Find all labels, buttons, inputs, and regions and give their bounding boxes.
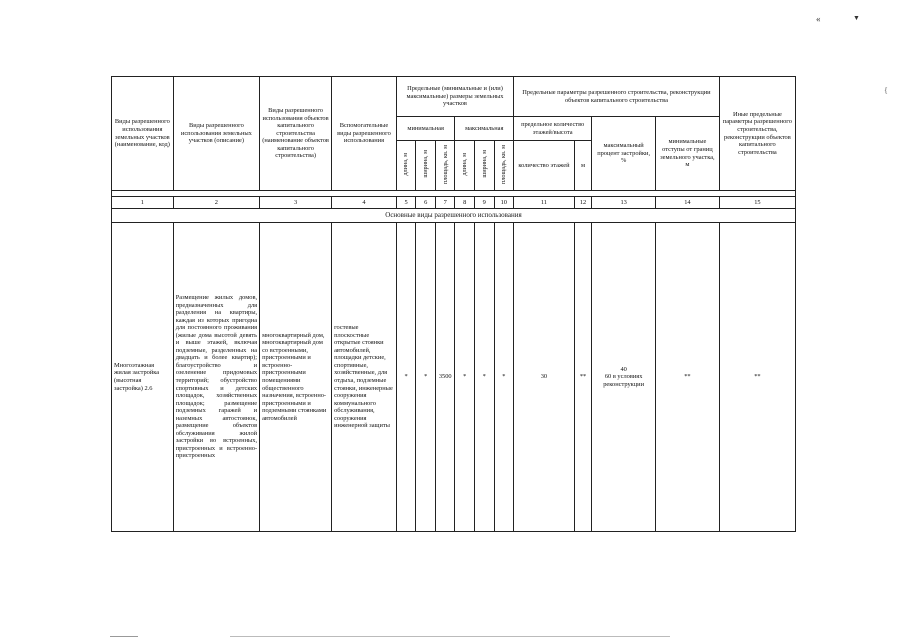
header-max-length: длина, м: [455, 141, 475, 191]
column-number: 5: [396, 197, 416, 209]
header-land-use-name: Виды разрешенного использования земельных участков (наименование, код): [112, 77, 174, 191]
column-number: 11: [514, 197, 575, 209]
header-maximum: максимальная: [455, 117, 514, 141]
cell-land-use-description: Размещение жилых домов, предназначенных для разделения на квартиры, каждая из которых пригодна для постоянного проживания (жилые дома высотой девять и выше этажей, включая подземные, разделенных на двадцать и более квартир); благоустройство и озеленение придомовых территорий; обустройство спортивных и детских площадок, хозяйственных площадок; размещение подземных гаражей и наземных автостоянок, размещение объектов обслуживания жилой застройки во встроенных, пристроенных и встроенно-пристроенных: [173, 223, 259, 532]
cell-min-width: *: [416, 223, 436, 532]
cell-auxiliary-use: гостевые плоскостные открытые стоянки автомобилей, площадки детские, спортивные, хозяйственные, для отдыха, подземные стоянки, инженерные сооружения коммунального обслуживания, сооружения инженерной защиты: [332, 223, 397, 532]
cell-max-percent: 40 60 в условиях реконструкции: [592, 223, 656, 532]
header-min-length: длина, м: [396, 141, 416, 191]
cell-floor-count: 30: [514, 223, 575, 532]
edge-mark: {: [884, 86, 888, 95]
corner-arrow-icon: ▼: [853, 14, 860, 22]
column-number: 7: [435, 197, 455, 209]
header-min-width: ширина, м: [416, 141, 436, 191]
column-number: 8: [455, 197, 475, 209]
column-number: 15: [719, 197, 795, 209]
bottom-scan-line: [230, 636, 670, 637]
cell-other-limits: **: [719, 223, 795, 532]
header-land-use-description: Виды разрешенного использования земельных участков (описание): [173, 77, 259, 191]
column-number: 12: [574, 197, 591, 209]
header-max-width: ширина, м: [475, 141, 495, 191]
column-number: 3: [260, 197, 332, 209]
column-number: 9: [475, 197, 495, 209]
header-floor-count: количество этажей: [514, 141, 575, 191]
cell-meters: **: [574, 223, 591, 532]
cell-min-area: 3500: [435, 223, 455, 532]
header-plot-size-limits: Предельные (минимальные и (или) максимальные) размеры земельных участков: [396, 77, 513, 117]
header-min-area: площадь, кв. м: [435, 141, 455, 191]
column-number: 4: [332, 197, 397, 209]
cell-min-length: *: [396, 223, 416, 532]
column-number: 2: [173, 197, 259, 209]
table-row: [112, 223, 796, 532]
column-number: 6: [416, 197, 436, 209]
column-numbers-row: [112, 197, 796, 209]
header-minimum: минимальная: [396, 117, 455, 141]
bottom-scan-mark: [110, 636, 138, 637]
cell-max-area: *: [494, 223, 514, 532]
header-min-offset: минимальные отступы от границ земельного участка, м: [656, 117, 720, 191]
header-building-use: Виды разрешенного использования объектов капитального строительства (наименование объектов капитального строительства): [260, 77, 332, 191]
cell-min-offset: **: [656, 223, 720, 532]
column-number: 10: [494, 197, 514, 209]
header-meters: м: [574, 141, 591, 191]
header-max-area: площадь, кв. м: [494, 141, 514, 191]
header-auxiliary-use: Вспомогательные виды разрешенного использования: [332, 77, 397, 191]
regulations-table: [111, 76, 796, 532]
section-title: Основные виды разрешенного использования: [112, 209, 796, 223]
header-other-limits: Иные предельные параметры разрешенного строительства, реконструкции объектов капитального строительства: [719, 77, 795, 191]
cell-max-length: *: [455, 223, 475, 532]
column-number: 13: [592, 197, 656, 209]
cell-land-use-name: Многоэтажная жилая застройка (высотная застройка) 2.6: [112, 223, 174, 532]
corner-mark: «: [816, 14, 821, 24]
cell-max-width: *: [475, 223, 495, 532]
header-floors-height: предельное количество этажей/высота: [514, 117, 592, 141]
header-construction-limits: Предельные параметры разрешенного строительства, реконструкции объектов капитального строительства: [514, 77, 720, 117]
header-max-percent: максимальный процент застройки, %: [592, 117, 656, 191]
column-number: 1: [112, 197, 174, 209]
column-number: 14: [656, 197, 720, 209]
cell-building-use: многоквартирный дом, многоквартирный дом со встроенными, пристроенными и встроенно-пристроенными помещениями общественного назначения, встроенно-пристроенными и подземными стоянками автомобилей: [260, 223, 332, 532]
